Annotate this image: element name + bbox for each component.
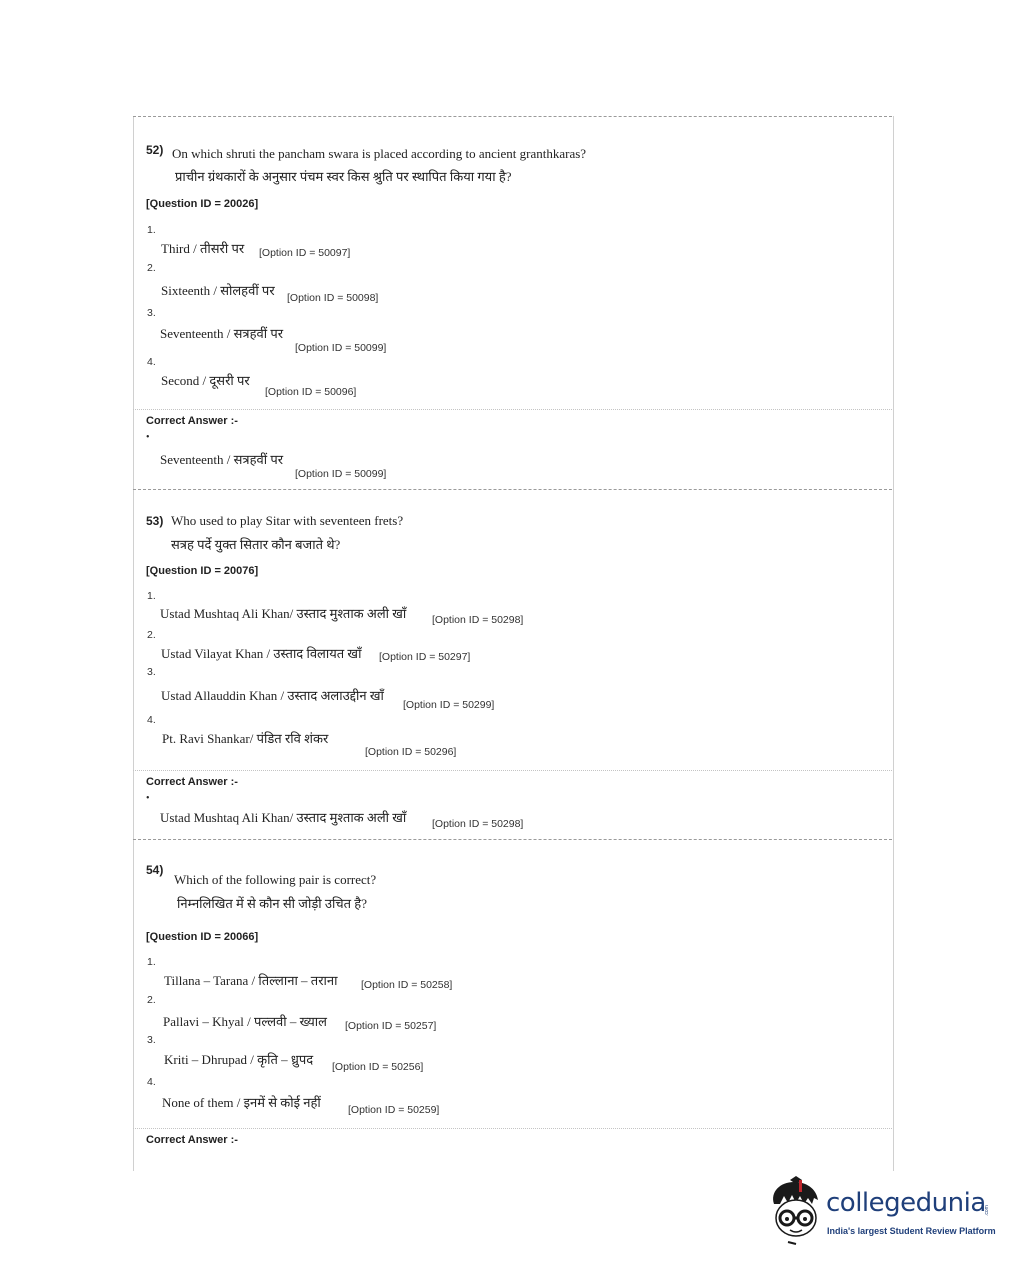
answer-divider (133, 770, 892, 771)
option-text: Ustad Mushtaq Ali Khan/ उस्ताद मुश्ताक अली खाँ (160, 606, 407, 621)
option-id: [Option ID = 50298] (432, 614, 524, 626)
option-text: Second / दूसरी पर (161, 373, 250, 388)
answer-divider (133, 1128, 892, 1129)
option-text: None of them / इनमें से कोई नहीं (162, 1095, 321, 1110)
question-text-hindi: प्राचीन ग्रंथकारों के अनुसार पंचम स्वर किस श्रुति पर स्थापित किया गया है? (175, 169, 512, 184)
question-id: [Question ID = 20066] (146, 931, 259, 943)
option-id: [Option ID = 50299] (403, 699, 495, 711)
option-number: 2. (147, 994, 156, 1006)
option-number: 2. (147, 262, 156, 274)
correct-answer-text: Seventeenth / सत्रहवीं पर (160, 452, 284, 467)
option-id: [Option ID = 50296] (365, 746, 457, 758)
question-text-hindi: निम्नलिखित में से कौन सी जोड़ी उचित है? (177, 896, 367, 911)
correct-answer-label: Correct Answer :- (146, 1134, 238, 1146)
correct-answer-option-id: [Option ID = 50099] (295, 468, 387, 480)
option-id: [Option ID = 50098] (287, 292, 379, 304)
section-divider (133, 839, 892, 840)
option-text: Ustad Vilayat Khan / उस्ताद विलायत खाँ (161, 646, 362, 661)
option-number: 4. (147, 356, 156, 368)
option-text: Pallavi – Khyal / पल्लवी – ख्याल (163, 1014, 327, 1029)
option-text: Third / तीसरी पर (161, 241, 245, 256)
question-text-hindi: सत्रह पर्दे युक्त सितार कौन बजाते थे? (171, 537, 341, 552)
correct-answer-option-id: [Option ID = 50298] (432, 818, 524, 830)
option-number: 1. (147, 590, 156, 602)
option-id: [Option ID = 50097] (259, 247, 351, 259)
mascot-icon (766, 1176, 824, 1246)
section-divider (133, 116, 892, 117)
option-number: 1. (147, 956, 156, 968)
option-number: 3. (147, 666, 156, 678)
option-id: [Option ID = 50258] (361, 979, 453, 991)
brand-logo (766, 1176, 996, 1248)
question-text-english: Which of the following pair is correct? (174, 872, 377, 887)
option-number: 4. (147, 714, 156, 726)
option-id: [Option ID = 50256] (332, 1061, 424, 1073)
correct-answer-text: Ustad Mushtaq Ali Khan/ उस्ताद मुश्ताक अली खाँ (160, 810, 407, 825)
brand-name: collegedunia (826, 1188, 986, 1218)
option-id: [Option ID = 50096] (265, 386, 357, 398)
brand-domain: .com (984, 1205, 990, 1216)
answer-bullet: • (146, 793, 150, 804)
option-id: [Option ID = 50297] (379, 651, 471, 663)
option-number: 3. (147, 1034, 156, 1046)
question-text-english: Who used to play Sitar with seventeen frets? (171, 513, 404, 528)
option-id: [Option ID = 50259] (348, 1104, 440, 1116)
option-text: Seventeenth / सत्रहवीं पर (160, 326, 284, 341)
correct-answer-label: Correct Answer :- (146, 415, 238, 427)
question-number: 53) (146, 514, 164, 528)
question-text-english: On which shruti the pancham swara is placed according to ancient granthkaras? (172, 146, 587, 161)
option-text: Pt. Ravi Shankar/ पंडित रवि शंकर (162, 731, 329, 746)
question-number: 54) (146, 863, 164, 877)
question-number: 52) (146, 143, 164, 157)
answer-divider (133, 409, 892, 410)
option-number: 2. (147, 629, 156, 641)
question-id: [Question ID = 20076] (146, 565, 259, 577)
brand-tagline: India's largest Student Review Platform (827, 1226, 996, 1236)
correct-answer-label: Correct Answer :- (146, 776, 238, 788)
option-text: Kriti – Dhrupad / कृति – ध्रुपद (164, 1052, 314, 1067)
option-id: [Option ID = 50257] (345, 1020, 437, 1032)
option-number: 3. (147, 307, 156, 319)
option-text: Sixteenth / सोलहवीं पर (161, 283, 275, 298)
question-id: [Question ID = 20026] (146, 198, 259, 210)
option-text: Tillana – Tarana / तिल्लाना – तराना (164, 973, 338, 988)
answer-bullet: • (146, 432, 150, 443)
option-number: 4. (147, 1076, 156, 1088)
section-divider (133, 489, 892, 490)
option-number: 1. (147, 224, 156, 236)
option-text: Ustad Allauddin Khan / उस्ताद अलाउद्दीन खाँ (161, 688, 384, 703)
option-id: [Option ID = 50099] (295, 342, 387, 354)
